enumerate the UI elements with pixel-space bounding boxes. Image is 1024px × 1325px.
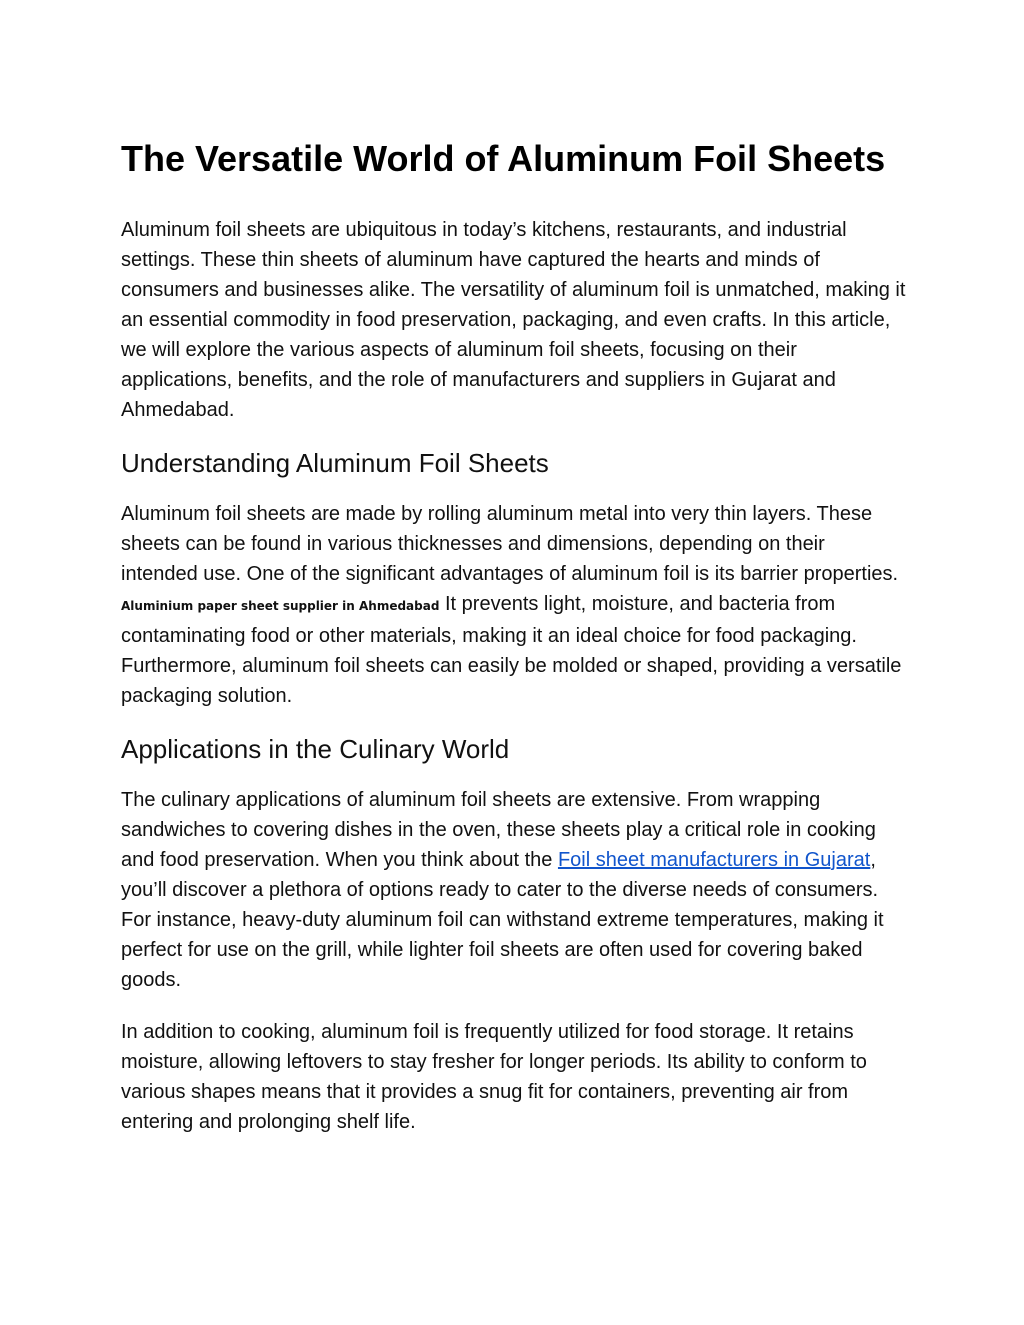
paragraph-text: The culinary applications of aluminum foil sheets are extensive. From wrapping sandwiches to covering dishes in the oven, these sheets play a critical role in cooking and food preservation. When you think about the [121, 789, 876, 871]
paragraph-text: , you’ll discover a plethora of options ready to cater to the diverse needs of consumers. For instance, heavy-duty aluminum foil can withstand extreme temperatures, making it perfect for use on the grill, while lighter foil sheets are often used for covering baked goods. [121, 849, 884, 991]
storage-paragraph: In addition to cooking, aluminum foil is frequently utilized for food storage. It retains moisture, allowing leftovers to stay fresher for longer periods. Its ability to conform to various shapes means that it provides a snug fit for containers, preventing air from entering and prolonging shelf life. [121, 1021, 867, 1133]
section-heading-culinary: Applications in the Culinary World [121, 734, 510, 764]
foil-manufacturers-link[interactable]: Foil sheet manufacturers in Gujarat [557, 849, 871, 871]
paragraph-text: Aluminum foil sheets are made by rolling aluminum metal into very thin layers. These sheets can be found in various thicknesses and dimensions, depending on their intended use. One of the significant advantages of aluminum foil is its barrier properties. [121, 503, 899, 585]
document-page [121, 133, 907, 1159]
inline-supplier-label: Aluminium paper sheet supplier in Ahmedabad [121, 599, 440, 613]
section-heading-understanding: Understanding Aluminum Foil Sheets [121, 448, 549, 478]
culinary-paragraph [121, 785, 907, 995]
intro-paragraph: Aluminum foil sheets are ubiquitous in today’s kitchens, restaurants, and industrial settings. These thin sheets of aluminum have captured the hearts and minds of consumers and businesses alike. The versatility of aluminum foil is unmatched, making it an essential commodity in food preservation, packaging, and even crafts. In this article, we will explore the various aspects of aluminum foil sheets, focusing on their applications, benefits, and the role of manufacturers and suppliers in Gujarat and Ahmedabad. [121, 219, 906, 421]
paragraph-text: It prevents light, moisture, and bacteria from contaminating food or other materials, making it an ideal choice for food packaging. Furthermore, aluminum foil sheets can easily be molded or shaped, providing a versatile packaging solution. [121, 593, 902, 707]
understanding-paragraph [121, 499, 907, 711]
page-title: The Versatile World of Aluminum Foil Sheets [121, 138, 886, 179]
